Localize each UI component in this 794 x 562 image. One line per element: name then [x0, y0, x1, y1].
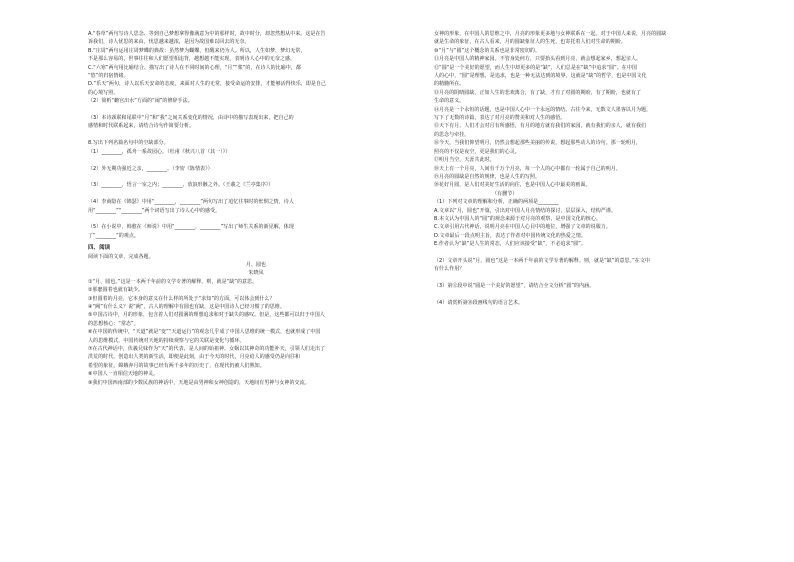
- text-line: 的心境写照。: [88, 89, 119, 96]
- text-line: C.文章引用古代神话，说明月亮在中国人心目中的地位，增强了文章的说服力。: [434, 224, 611, 231]
- text-line: 的精髓所在。: [434, 81, 465, 88]
- article-author: 朱晓凤: [248, 270, 264, 277]
- reading-intro: 阅读下面的文章，完成各题。: [88, 253, 154, 260]
- text-line: ⑰明月当空，天涯共此时。: [434, 157, 495, 164]
- text-line: ⑱天上有一个月亮，人间有千万个月亮，每一个人的心中都有一轮属于自己的明月。: [434, 165, 621, 172]
- text-line: ⑳花好月圆，是人们对美好生活的向往，也是中国人心中最美的画面。: [434, 182, 591, 189]
- text-line: （有删节）: [434, 190, 518, 197]
- text-line: [88, 173, 424, 181]
- text-line: “悠”的归宿情绪。: [88, 73, 129, 80]
- text-line: ⑥在中国的传统中，“天道”就是“变”“天道运行”的观念几乎成了中国人思维的统一模式，也就形成了中国: [88, 329, 321, 336]
- right-column: [434, 30, 770, 542]
- text-line: C.“六寒”两句用比喻结合、描写出了诗人在不同时间的心理，“月”“桨”的，在诗人的比喻中，都: [88, 64, 301, 71]
- text-line: 的思想核心：“常态”。: [88, 320, 139, 327]
- text-line: （3）________，悟言一室之内；________，放浪形骸之外。（王羲之《兰亭集序》）: [88, 182, 274, 189]
- text-line: 感情和时代联系起来，请结合诗句作简要分析。: [88, 123, 195, 130]
- text-line: 人的心中，“圆”是理想，是追求，也是一种无法达到的境界，这就是“缺”的哲学，也是中国文化: [434, 73, 647, 80]
- text-line: ⑬月亮的阴晴圆缺，正如人生的悲欢离合，有了缺，才有了对圆的期盼，有了期盼，也就有了: [434, 89, 642, 96]
- text-line: 用“________”“________”两个词语写出了诗人心中的感受。: [88, 207, 221, 214]
- text-line: 希望的象征。嫦娥奔月的故事已经有两千多年的历史了，在现代仍被人们熟知。: [88, 362, 265, 369]
- text-line: [434, 249, 770, 257]
- article-continued: [434, 30, 770, 307]
- question-block: [88, 30, 424, 240]
- text-line: ⑫“圆”是一个美好的愿望，而人生中却更多的是“缺”，人们总是在“缺”中追求“圆”。在中国: [434, 64, 637, 71]
- text-line: ⑮天下有月，人们才会对月有所感悟，有月的地方就有我们的家园，就有我们的亲人，就有我们: [434, 123, 647, 130]
- text-line: A.文章以“月，圆也”开篇，引出对中国人月亮情结的探讨，层层深入，结构严谨。: [434, 207, 617, 214]
- text-line: （4）请赏析第⑱段画线句的语言艺术。: [434, 300, 524, 306]
- text-line: ⑩“月”与“圆”这个概念的关系也是非常密切的。: [434, 47, 540, 54]
- text-line: 不是那么容易的，世事往往和人们愿望相违背，越想越不能实现，表明诗人心中的无奈之感。: [88, 56, 296, 63]
- text-line: ⑦在古代神话中，伏羲兄妹作为“天”的代表，是人间的始祖神。女娲以其神奇的功能补天，引领人们走出了: [88, 346, 326, 353]
- text-line: （2）文章开头说“月，圆也”这是一本两千年前的文学专著的解释。则，就是“缺”的意思。”在文中: [434, 257, 650, 264]
- text-line: [88, 131, 424, 139]
- text-line: B.本文认为中国人的“圆”的观念来源于对月亮的观察，是中国文化的核心。: [434, 215, 601, 222]
- section-title: 四、阅读: [88, 245, 111, 252]
- text-line: （3）第⑫段中说“圆是一个美好的愿望”，请结合全文分析“圆”的内涵。: [434, 283, 595, 290]
- text-line: [434, 274, 770, 282]
- left-column: [88, 30, 424, 542]
- text-line: ⑯今天，当我们仰望明月，仍然会想起那些美丽的传说，想起那些动人的诗句。那一轮明月，: [434, 140, 642, 147]
- text-line: [88, 156, 424, 164]
- text-line: 就是生命的象征，在古人看来，月的圆缺象征人的生死，也寄托着人们对生命的期盼。: [434, 39, 626, 46]
- text-line: 8.写出下列名篇名句中的空缺部分。: [88, 140, 169, 147]
- text-line: ②那麽圆着也就有缺少。: [88, 287, 144, 294]
- text-line: 有什么作用？: [434, 266, 465, 273]
- text-line: （2）外无期功强近之亲，________。（李密《陈情表》）: [88, 165, 213, 172]
- text-line: D.文章最后一段点明主旨，表达了作者对中国传统文化的热爱之情。: [434, 232, 586, 239]
- text-line: [88, 215, 424, 223]
- text-line: 洪荒的时代，创造出人类的新生活，即便是此刻，由于今天的时代，月亮给人的感受仍是向往和: [88, 354, 301, 361]
- text-line: B.“庄周”两句运用庄周梦蝶的典故：虽然梦为蝴蝶，但醒来仍为人。所以，人生如梦，梦幻无常，: [88, 47, 306, 54]
- text-line: ③但圆着的月亮，它本身的意义在什么样的所处于“求知”的方面，可以体会到什么？: [88, 295, 275, 302]
- text-line: （4）李商隐在《锦瑟》中用“________，________”两句写出了追忆往事时的怅惘之情，诗人: [88, 199, 294, 206]
- text-line: （1）下列对文章的理解和分析，正确的两项是________: [434, 199, 559, 206]
- text-line: 诉我们，诗人忧思的来由，忧思越来越浓，是因为故国难以回去的无奈。: [88, 39, 250, 46]
- text-line: ⑧中国人一直相信天地的神灵。: [88, 371, 159, 378]
- article-title: 月、圆也: [245, 261, 267, 268]
- text-line: ⑨我们中国西南部的少数民族的神话中，天地是由男神和女神创造的，天地间有男神与女神的交流。: [88, 379, 310, 386]
- text-line: ⑤中国古诗中，月的形象，包含着人们对圆满的理想追求和对于缺失的感叹。但是，这些都可以归于中国人: [88, 312, 325, 319]
- text-line: 人的思维模式，中国传统对天地的持续观察与它的关联是变化与循环。: [88, 337, 245, 344]
- text-line: [88, 190, 424, 198]
- text-line: （5）在小说中，韩愈在《师说》中用“________，________”写出了师生关系的新见解，体现: [88, 224, 294, 231]
- text-line: （1）________，孤舟一系故园心。（杜甫《秋兴八首（其一）》）: [88, 148, 231, 155]
- text-line: ⑭月亮是一个永恒的话题，也是中国人心中一个永远的情结。古往今来，无数文人墨客以月为题，: [434, 106, 652, 113]
- text-line: 照亮的不仅是夜空，更是我们的心灵。: [434, 148, 520, 155]
- article-body: [88, 278, 424, 387]
- text-line: 写下了无数的诗篇，表达了对月亮的赞美和对人生的感悟。: [434, 115, 566, 122]
- text-line: D.“乐天”两句，诗人以乐天安命的态度，来面对人生的无常，接受命运的安排，才能够活得快乐，即是自己: [88, 81, 327, 88]
- text-line: A.“春草”两句写诗人思念、等到自己梦想拿得像满意为中的那样时，故中时分，却忽然想从中来。这是在告: [88, 31, 326, 37]
- text-line: ①“月，圆也。”这是一本两千年前的文学专著的解释。则，就是“缺”的意思。: [88, 278, 258, 285]
- text-line: 了“________”的观点。: [88, 232, 139, 239]
- text-line: （2）简析“蟾宫出水”方面的“闹”的修辞手法。: [88, 98, 193, 105]
- text-line: ⑲月亮的圆缺是自然的规律，也是人生的写照。: [434, 173, 541, 180]
- text-line: 生命的意义。: [434, 98, 465, 105]
- text-line: ④“阙”有什么义？说“阙”，古人的理解中有圆也有缺，这是中国诗人已经习惯了的思维。: [88, 304, 285, 310]
- text-line: [434, 291, 770, 299]
- text-line: [88, 106, 424, 114]
- text-line: ⑪月亮是中国人的精神家园。不管身处何方，只要抬头看到月亮，就会想起家乡，想起亲人。: [434, 56, 642, 63]
- text-line: （3）本诗颈联和尾联中“月”和“我”之间关系变化的情况，由诗中的描写表现出来，把自己的: [88, 115, 294, 122]
- text-line: 的思念与牵挂。: [434, 131, 470, 138]
- text-line: E.作者认为“缺”是人生的常态，人们应该接受“缺”，不必追求“圆”。: [434, 241, 586, 248]
- text-line: 女神的形象，在中国人的思维之中，月亮的形象更多地与女神联系在一起。对于中国人来说，月亮的圆缺: [434, 31, 667, 37]
